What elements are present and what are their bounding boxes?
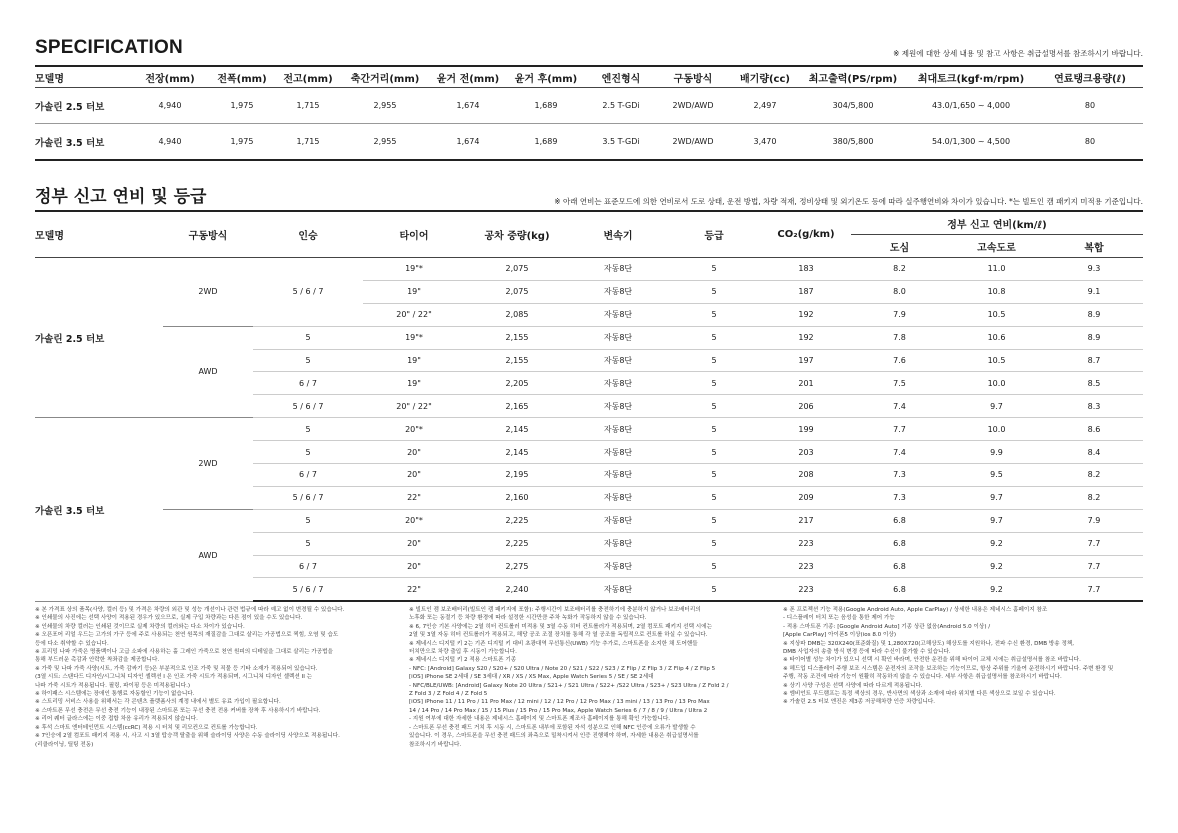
- footnote-line: ※ 가죽 및 나파 가죽 사양(시트, 가죽 감싸기 등)은 부분적으로 인조 가죽 및 직물 등 기타 소재가 적용되어 있습니다.: [35, 665, 318, 672]
- fuel-cell-tire: 20" / 22": [363, 395, 465, 418]
- fuel-cell-grade: 5: [667, 578, 761, 601]
- fuel-drive: 2WD: [163, 418, 253, 510]
- fuel-cell-transmission: 자동8단: [569, 326, 667, 349]
- fuel-cell-transmission: 자동8단: [569, 372, 667, 395]
- fuel-drive: 2WD: [163, 258, 253, 327]
- fuel-cell-co2: 208: [761, 464, 851, 487]
- fuel-cell-weight: 2,225: [465, 532, 569, 555]
- fuel-cell-city: 7.8: [851, 326, 948, 349]
- footnote-line: ※ 빌트인 캠 보조배터리(빌트인 캠 패키지에 포함): 주행시간이 보조배터리를 충전하기에 충분하지 않거나 보조배터리의: [409, 607, 701, 613]
- spec-cell: 1,715: [275, 124, 341, 161]
- spec-header: 연료탱크용량(ℓ): [1037, 66, 1143, 88]
- fuel-cell-highway: 9.2: [948, 555, 1045, 578]
- fuel-cell-transmission: 자동8단: [569, 418, 667, 441]
- fuel-cell-city: 6.8: [851, 532, 948, 555]
- fuel-cell-highway: 10.5: [948, 349, 1045, 372]
- spec-header: 윤거 전(mm): [429, 66, 507, 88]
- fuel-cell-weight: 2,195: [465, 464, 569, 487]
- fuel-cell-tire: 19": [363, 372, 465, 395]
- fuel-cell-combined: 8.9: [1045, 326, 1143, 349]
- spec-title: SPECIFICATION: [35, 37, 183, 58]
- fuel-cell-combined: 8.2: [1045, 486, 1143, 509]
- fuel-cell-weight: 2,075: [465, 280, 569, 303]
- fuel-cell-city: 7.4: [851, 441, 948, 464]
- fuel-cell-weight: 2,240: [465, 578, 569, 601]
- footnote-line: ※ 타이어별 성능 차이가 있으니 선택 시 확인 바라며, 안전한 운전을 위해 타이어 교체 시에는 취급설명서를 참조 바랍니다.: [783, 657, 1081, 664]
- footnote-line: ※ 오픈포어 리얼 우드는 고가의 가구 등에 주로 사용되는 천연 원목의 재질감을 그대로 살리는 가공법으로 찍힘, 오염 및 습도: [35, 632, 339, 639]
- fuel-cell-co2: 187: [761, 280, 851, 303]
- fuel-cell-transmission: 자동8단: [569, 395, 667, 418]
- footnote-line: ※ 가솔린 2.5 터보 엔진은 제3종 저공해차량 인증 차량입니다.: [783, 699, 936, 706]
- fuel-model: 가솔린 3.5 터보: [35, 418, 163, 602]
- fuel-cell-seats: 5 / 6 / 7: [253, 578, 363, 601]
- fuel-drive: AWD: [163, 326, 253, 418]
- fuel-cell-grade: 5: [667, 258, 761, 281]
- fuel-header-weight: 공차 중량(kg): [465, 211, 569, 258]
- fuel-cell-co2: 192: [761, 326, 851, 349]
- footnote-line: 참조하시기 바랍니다.: [409, 741, 462, 748]
- footnote-line: 주행, 작동 조건에 따라 기능이 원활히 작동하지 않을 수 있습니다. 세부 사항은 취급설명서를 참조하시기 바랍니다.: [783, 674, 1062, 681]
- footnotes-column-3: [783, 606, 1113, 707]
- fuel-cell-weight: 2,275: [465, 555, 569, 578]
- footnote-line: ※ 하이패스 시스템에는 장애인 통행료 자동할인 기능이 없습니다.: [35, 691, 195, 698]
- fuel-cell-co2: 199: [761, 418, 851, 441]
- fuel-cell-grade: 5: [667, 509, 761, 532]
- fuel-row: [35, 326, 1143, 349]
- fuel-cell-seats: 5: [253, 532, 363, 555]
- fuel-cell-tire: 22": [363, 486, 465, 509]
- spec-cell: 4,940: [131, 124, 209, 161]
- spec-header: 전고(mm): [275, 66, 341, 88]
- footnote-line: DMB 사업자의 송출 방식 변경 등에 따라 수신이 불가할 수 있습니다.: [783, 649, 951, 656]
- footnote-line: 있습니다. 이 경우, 스마트폰을 무선 충전 패드의 좌측으로 밀착시켜서 인증 진행해야 하며, 자세한 내용은 취급설명서를: [409, 733, 699, 740]
- fuel-cell-combined: 8.2: [1045, 464, 1143, 487]
- footnotes-column-1: [35, 606, 344, 749]
- spec-cell: 1,674: [429, 124, 507, 161]
- fuel-cell-transmission: 자동8단: [569, 441, 667, 464]
- footnote-line: ※ 상기 사양 구성은 선택 사양에 따라 다르게 적용됩니다.: [783, 682, 923, 689]
- fuel-cell-highway: 10.0: [948, 372, 1045, 395]
- fuel-cell-city: 8.0: [851, 280, 948, 303]
- fuel-cell-co2: 206: [761, 395, 851, 418]
- fuel-cell-city: 7.6: [851, 349, 948, 372]
- spec-cell: 43.0/1,650 ~ 4,000: [905, 88, 1037, 124]
- fuel-row: [35, 258, 1143, 281]
- spec-cell: 1,715: [275, 88, 341, 124]
- fuel-cell-seats: 5 / 6 / 7: [253, 258, 363, 327]
- fuel-cell-tire: 20": [363, 464, 465, 487]
- fuel-header-grade: 등급: [667, 211, 761, 258]
- footnote-line: 터치만으로 차량 출입 후 시동이 가능합니다.: [409, 649, 517, 656]
- spec-cell: 80: [1037, 124, 1143, 161]
- footnote-line: ※ 후석 스마트 엔터테인먼트 시스템(ccRC) 적용 시 터치 및 리모컨으로 컨트롤 가능합니다.: [35, 724, 258, 731]
- specification-table: [35, 65, 1143, 161]
- spec-header: 전장(mm): [131, 66, 209, 88]
- fuel-cell-city: 6.8: [851, 555, 948, 578]
- footnote-line: ※ 제네시스 디지털 키 2 적용 스마트폰 기종: [409, 657, 517, 664]
- footnote-line: 2열 및 3열 자동 히터 컨트롤러가 적용되고, 해당 공조 조절 장치를 통해 각 열 공조를 독립적으로 컨트롤 하실 수 있습니다.: [409, 632, 708, 639]
- fuel-model: 가솔린 2.5 터보: [35, 258, 163, 418]
- fuel-cell-co2: 197: [761, 349, 851, 372]
- fuel-header-tire: 타이어: [363, 211, 465, 258]
- fuel-cell-grade: 5: [667, 441, 761, 464]
- fuel-cell-combined: 7.7: [1045, 555, 1143, 578]
- spec-header: 최고출력(PS/rpm): [801, 66, 905, 88]
- fuel-cell-highway: 9.7: [948, 509, 1045, 532]
- fuel-cell-co2: 183: [761, 258, 851, 281]
- footnote-line: ※ 본 가격표 상의 품목(사양, 컬러 등) 및 가격은 차량의 외관 및 성능 개선이나 관련 법규에 따라 예고 없이 변경될 수 있습니다.: [35, 607, 345, 613]
- fuel-cell-city: 7.3: [851, 486, 948, 509]
- footnote-line: ※ 엠비언트 무드램프는 특정 색상의 경우, 반사면의 색상과 소재에 따라 위치별 다른 색상으로 보일 수 있습니다.: [783, 691, 1056, 698]
- fuel-cell-combined: 9.1: [1045, 280, 1143, 303]
- fuel-cell-weight: 2,155: [465, 326, 569, 349]
- footnote-line: ※ 스마트폰 무선 충전은 무선 충전 기능이 내장된 스마트폰 또는 무선 충전 전용 커버를 장착 후 사용하시기 바랍니다.: [35, 707, 321, 714]
- fuel-cell-transmission: 자동8단: [569, 486, 667, 509]
- footnote-line: - NFC: [Android] Galaxy S20 / S20+ / S20 Ultra / Note 20 / S21 / S22 / S23 / Z Flip / Z Flip 3 / Z Flip 4 / Z Flip 5: [409, 665, 716, 672]
- fuel-cell-grade: 5: [667, 464, 761, 487]
- fuel-cell-weight: 2,165: [465, 395, 569, 418]
- spec-cell: 2,955: [341, 88, 429, 124]
- fuel-cell-weight: 2,225: [465, 509, 569, 532]
- fuel-cell-tire: 20"*: [363, 418, 465, 441]
- fuel-cell-grade: 5: [667, 326, 761, 349]
- footnote-line: [Apple CarPlay] 아이폰5 이상(ios 8.0 이상): [783, 632, 897, 639]
- spec-cell: 2.5 T-GDi: [585, 88, 657, 124]
- spec-cell: 3.5 T-GDi: [585, 124, 657, 161]
- footnote-line: - 지원 여부에 대한 자세한 내용은 제네시스 홈페이지 및 스마트폰 제조사 홈페이지를 통해 확인 가능합니다.: [409, 716, 671, 723]
- fuel-cell-transmission: 자동8단: [569, 303, 667, 326]
- footnote-line: ※ 지상파 DMB는 320X240(표준화질) 및 1,280X720(고해상도) 해상도를 지원하나, 전파 수신 환경, DMB 방송 정책,: [783, 640, 1075, 647]
- fuel-cell-tire: 19"*: [363, 258, 465, 281]
- spec-model: 가솔린 3.5 터보: [35, 124, 131, 161]
- spec-cell: 4,940: [131, 88, 209, 124]
- spec-cell: 54.0/1,300 ~ 4,500: [905, 124, 1037, 161]
- fuel-header-drive: 구동방식: [163, 211, 253, 258]
- fuel-cell-tire: 22": [363, 578, 465, 601]
- footnote-line: ※ 6, 7인승 기본 사양에는 2열 히터 컨트롤러 미적용 및 3열 수동 히터 컨트롤러가 적용되며, 2열 컴포트 패키지 선택 시에는: [409, 623, 712, 630]
- fuel-cell-seats: 6 / 7: [253, 372, 363, 395]
- fuel-row: [35, 509, 1143, 532]
- fuel-cell-highway: 9.2: [948, 578, 1045, 601]
- spec-cell: 1,674: [429, 88, 507, 124]
- fuel-cell-transmission: 자동8단: [569, 578, 667, 601]
- fuel-cell-seats: 5: [253, 509, 363, 532]
- fuel-cell-transmission: 자동8단: [569, 464, 667, 487]
- fuel-cell-weight: 2,145: [465, 441, 569, 464]
- spec-cell: 3,470: [729, 124, 801, 161]
- fuel-cell-grade: 5: [667, 303, 761, 326]
- footnote-line: ※ 리어 퀘터 글라스에는 이중 접합 차음 유리가 적용되지 않습니다.: [35, 716, 198, 723]
- fuel-cell-grade: 5: [667, 349, 761, 372]
- fuel-header-co2: CO₂(g/km): [761, 211, 851, 258]
- fuel-cell-co2: 217: [761, 509, 851, 532]
- fuel-cell-combined: 8.5: [1045, 372, 1143, 395]
- spec-row: [35, 88, 1143, 124]
- spec-cell: 80: [1037, 88, 1143, 124]
- fuel-cell-tire: 20" / 22": [363, 303, 465, 326]
- spec-cell: 2WD/AWD: [657, 88, 729, 124]
- footnote-line: ※ 인쇄물의 사진에는 선택 사양이 적용된 경우가 있으므로, 실제 구입 차량과는 다른 점이 있을 수도 있습니다.: [35, 615, 303, 622]
- footnote-line: Z Fold 3 / Z Fold 4 / Z Fold 5: [409, 691, 488, 698]
- fuel-cell-highway: 10.0: [948, 418, 1045, 441]
- fuel-note: ※ 아래 연비는 표준모드에 의한 연비로서 도로 상태, 운전 방법, 차량 적재, 정비상태 및 외기온도 등에 따라 실주행연비와 차이가 있습니다. *는 빌트인 캠 패키지 미적용 기준입니다.: [554, 197, 1143, 206]
- spec-header: 전폭(mm): [209, 66, 275, 88]
- fuel-cell-city: 7.5: [851, 372, 948, 395]
- fuel-cell-weight: 2,205: [465, 372, 569, 395]
- spec-model: 가솔린 2.5 터보: [35, 88, 131, 124]
- footnote-line: - 스마트폰 무선 충전 패드 거치 후 시동 시, 스마트폰 내부에 포함된 자석 성분으로 인해 NFC 인증에 오류가 발생할 수: [409, 724, 696, 731]
- fuel-header-combined: 복합: [1045, 235, 1143, 258]
- spec-cell: 1,975: [209, 88, 275, 124]
- footnotes-column-2: [409, 606, 728, 749]
- fuel-cell-seats: 6 / 7: [253, 555, 363, 578]
- footnote-line: - 적용 스마트폰 기종: [Google Android Auto] 기종 상관 없음(Android 5.0 이상) /: [783, 623, 991, 630]
- spec-cell: 380/5,800: [801, 124, 905, 161]
- fuel-cell-weight: 2,085: [465, 303, 569, 326]
- fuel-cell-seats: 5: [253, 418, 363, 441]
- fuel-cell-co2: 192: [761, 303, 851, 326]
- fuel-cell-transmission: 자동8단: [569, 532, 667, 555]
- spec-header: 구동방식: [657, 66, 729, 88]
- fuel-cell-weight: 2,075: [465, 258, 569, 281]
- fuel-cell-city: 6.8: [851, 578, 948, 601]
- spec-header: 윤거 후(mm): [507, 66, 585, 88]
- fuel-cell-combined: 8.6: [1045, 418, 1143, 441]
- fuel-cell-seats: 5: [253, 441, 363, 464]
- fuel-cell-co2: 209: [761, 486, 851, 509]
- fuel-cell-highway: 9.9: [948, 441, 1045, 464]
- fuel-cell-highway: 9.7: [948, 395, 1045, 418]
- fuel-cell-tire: 20": [363, 555, 465, 578]
- fuel-cell-grade: 5: [667, 372, 761, 395]
- fuel-cell-combined: 9.3: [1045, 258, 1143, 281]
- fuel-cell-seats: 5 / 6 / 7: [253, 395, 363, 418]
- fuel-cell-grade: 5: [667, 555, 761, 578]
- fuel-cell-highway: 11.0: [948, 258, 1045, 281]
- fuel-header-efficiency: 정부 신고 연비(km/ℓ): [851, 211, 1143, 235]
- fuel-cell-transmission: 자동8단: [569, 509, 667, 532]
- footnote-line: 14 / 14 Pro / 14 Pro Max / 15 / 15 Plus / 15 Pro / 15 Pro Max, Apple Watch Series 6 / 7 / 8 / 9 / Ultra / Ultra 2: [409, 707, 708, 714]
- footnote-line: 나파 가죽 시트가 적용됩니다. 필링, 파이핑 등은 미적용됩니다.): [35, 682, 191, 689]
- fuel-cell-highway: 9.2: [948, 532, 1045, 555]
- spec-header: 축간거리(mm): [341, 66, 429, 88]
- spec-cell: 304/5,800: [801, 88, 905, 124]
- fuel-cell-tire: 20": [363, 532, 465, 555]
- fuel-cell-grade: 5: [667, 486, 761, 509]
- footnote-line: ※ 프리밍 나파 가죽은 명품백이나 고급 소파에 사용하는 홀 그레인 가죽으로 천연 원피의 디테일을 그대로 살리는 가공법을: [35, 649, 333, 656]
- fuel-cell-co2: 201: [761, 372, 851, 395]
- fuel-drive: AWD: [163, 509, 253, 601]
- fuel-cell-co2: 203: [761, 441, 851, 464]
- footnote-line: ※ 제네시스 디지털 키 2는 기존 디지털 키 대비 초광대역 무선통신(UWB) 기능 추가로, 스마트폰을 소지한 채 도어핸들: [409, 640, 698, 647]
- footnote-line: 노후화 또는 동절기 등 차량 환경에 따라 설정한 시간만큼 주차 녹화가 작동하지 않을 수 있습니다.: [409, 615, 647, 622]
- fuel-title: 정부 신고 연비 및 등급: [35, 187, 207, 207]
- fuel-cell-seats: 5: [253, 326, 363, 349]
- fuel-cell-highway: 9.5: [948, 464, 1045, 487]
- fuel-cell-grade: 5: [667, 418, 761, 441]
- fuel-cell-co2: 223: [761, 578, 851, 601]
- fuel-cell-highway: 10.5: [948, 303, 1045, 326]
- spec-header: 엔진형식: [585, 66, 657, 88]
- fuel-table-body: [35, 258, 1143, 602]
- fuel-cell-grade: 5: [667, 395, 761, 418]
- fuel-cell-combined: 8.3: [1045, 395, 1143, 418]
- spec-cell: 1,975: [209, 124, 275, 161]
- spec-header: 배기량(cc): [729, 66, 801, 88]
- footnote-line: - NFC/BLE/UWB: [Android] Galaxy Note 20 Ultra / S21+ / S21 Ultra / S22+ /S22 Ultra / S23+ / S23 Ultra / Z Fold 2 /: [409, 682, 729, 689]
- fuel-cell-tire: 19": [363, 280, 465, 303]
- footnote-line: ※ 헤드업 디스플레이 주행 보조 시스템은 운전자의 조작을 보조하는 기능이므로, 항상 주위를 기울여 운전하시기 바랍니다. 주변 환경 및: [783, 665, 1114, 672]
- fuel-header-highway: 고속도로: [948, 235, 1045, 258]
- spec-cell: 1,689: [507, 88, 585, 124]
- fuel-cell-highway: 9.7: [948, 486, 1045, 509]
- fuel-cell-transmission: 자동8단: [569, 258, 667, 281]
- footnote-line: 등에 다소 취약할 수 있습니다.: [35, 640, 109, 647]
- fuel-cell-grade: 5: [667, 280, 761, 303]
- footnote-line: (3열 시트: 스탠다드 디자인/시그니쳐 디자인 셀렉션 I 은 인조 가죽 시트가 적용되며, 시그니쳐 디자인 셀렉션 II 는: [35, 674, 313, 681]
- fuel-cell-combined: 8.7: [1045, 349, 1143, 372]
- fuel-row: [35, 418, 1143, 441]
- footnote-line: - 디스플레이 터치 또는 음성을 통한 제어 가능: [783, 615, 895, 622]
- fuel-cell-weight: 2,145: [465, 418, 569, 441]
- spec-cell: 2,955: [341, 124, 429, 161]
- fuel-cell-combined: 7.7: [1045, 578, 1143, 601]
- fuel-cell-co2: 223: [761, 555, 851, 578]
- fuel-cell-seats: 5 / 6 / 7: [253, 486, 363, 509]
- spec-header: 최대토크(kgf·m/rpm): [905, 66, 1037, 88]
- spec-cell: 1,689: [507, 124, 585, 161]
- fuel-header-transmission: 변속기: [569, 211, 667, 258]
- fuel-cell-transmission: 자동8단: [569, 555, 667, 578]
- fuel-cell-tire: 19": [363, 349, 465, 372]
- fuel-cell-city: 7.4: [851, 395, 948, 418]
- footnote-line: [iOS] iPhone 11 / 11 Pro / 11 Pro Max / 12 mini / 12 / 12 Pro / 12 Pro Max / 13 mini / 13 / 13 Pro / 13 Pro Max: [409, 699, 710, 706]
- footnote-line: (리클라이닝, 틸팅 전동): [35, 741, 94, 748]
- fuel-cell-tire: 19"*: [363, 326, 465, 349]
- fuel-cell-highway: 10.6: [948, 326, 1045, 349]
- fuel-cell-city: 7.7: [851, 418, 948, 441]
- fuel-cell-tire: 20"*: [363, 509, 465, 532]
- footnote-line: ※ 스트리밍 서비스 사용을 위해서는 각 콘텐츠 플랫폼사의 계정 내에서 별도 유료 가입이 필요합니다.: [35, 699, 281, 706]
- fuel-efficiency-table: [35, 210, 1143, 602]
- fuel-cell-grade: 5: [667, 532, 761, 555]
- footnote-line: ※ 7인승에 2열 컴포트 패키지 적용 시, 사고 시 3열 탑승객 탈출을 위해 슬라이딩 사양은 수동 슬라이딩 사양으로 적용됩니다.: [35, 733, 340, 740]
- fuel-cell-tire: 20": [363, 441, 465, 464]
- footnote-line: [iOS] iPhone SE 2세대 / SE 3세대 / XR / XS / XS Max, Apple Watch Series 5 / SE / SE 2세대: [409, 674, 654, 681]
- fuel-cell-city: 8.2: [851, 258, 948, 281]
- spec-header-row: [35, 66, 1143, 88]
- fuel-cell-co2: 223: [761, 532, 851, 555]
- fuel-cell-transmission: 자동8단: [569, 280, 667, 303]
- spec-note: ※ 제원에 대한 상세 내용 및 참고 사항은 취급설명서를 참조하시기 바랍니다.: [893, 49, 1143, 58]
- spec-cell: 2WD/AWD: [657, 124, 729, 161]
- fuel-cell-highway: 10.8: [948, 280, 1045, 303]
- fuel-cell-combined: 7.9: [1045, 509, 1143, 532]
- fuel-cell-city: 6.8: [851, 509, 948, 532]
- fuel-header-city: 도심: [851, 235, 948, 258]
- footnote-line: ※ 폰 프로젝션 기능 적용(Google Android Auto, Apple CarPlay) / 상세한 내용은 제네시스 홈페이지 참조: [783, 607, 1048, 613]
- fuel-cell-combined: 8.4: [1045, 441, 1143, 464]
- fuel-header-seats: 인승: [253, 211, 363, 258]
- fuel-cell-weight: 2,155: [465, 349, 569, 372]
- spec-header: 모델명: [35, 66, 131, 88]
- fuel-cell-city: 7.9: [851, 303, 948, 326]
- footnote-line: 통해 부드러운 촉감과 안락한 착좌감을 제공합니다.: [35, 657, 160, 664]
- fuel-cell-weight: 2,160: [465, 486, 569, 509]
- fuel-header-row: [35, 211, 1143, 235]
- fuel-cell-city: 7.3: [851, 464, 948, 487]
- fuel-cell-combined: 8.9: [1045, 303, 1143, 326]
- spec-row: [35, 124, 1143, 161]
- fuel-cell-combined: 7.7: [1045, 532, 1143, 555]
- footnote-line: ※ 인쇄물의 차량 컬러는 인쇄된 것이므로 실제 차량의 컬러와는 다소 차이가 있습니다.: [35, 623, 245, 630]
- fuel-cell-seats: 5: [253, 349, 363, 372]
- fuel-header-model: 모델명: [35, 211, 163, 258]
- fuel-cell-transmission: 자동8단: [569, 349, 667, 372]
- spec-cell: 2,497: [729, 88, 801, 124]
- fuel-cell-seats: 6 / 7: [253, 464, 363, 487]
